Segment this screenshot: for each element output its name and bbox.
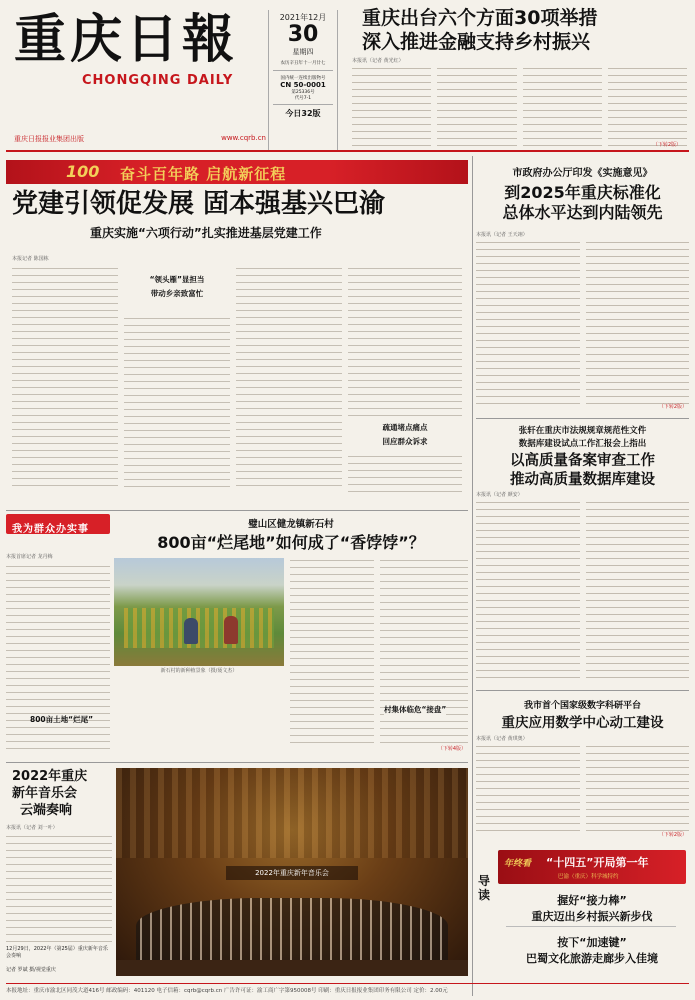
- party-box-2: [348, 418, 462, 452]
- bishan-photo-caption: 新石村的新种植景象（摄/聂文杰）: [160, 668, 238, 674]
- bishan-kicker: 璧山区健龙镇新石村: [248, 519, 334, 530]
- concert-caption: 12月29日，2022年（第25届）重庆新年音乐会奏响: [6, 946, 108, 959]
- lead-reporter: 本报讯（记者 黄光红）: [352, 58, 404, 64]
- footer: [6, 986, 689, 998]
- stage-banner: 2022年重庆新年音乐会: [226, 866, 358, 880]
- concert-story: [6, 768, 112, 976]
- promo-top: 年终看: [504, 859, 532, 869]
- promo-banner[interactable]: [498, 850, 686, 884]
- guide-section: [476, 846, 689, 978]
- lead-headline-2[interactable]: 深入推进金融支持乡村振兴: [362, 31, 591, 53]
- digital-continue[interactable]: （下转2版）: [658, 832, 687, 838]
- date-block: [268, 10, 338, 150]
- guide-item-1[interactable]: 握好“接力棒”: [557, 894, 627, 907]
- date-weekday: 星期四: [292, 48, 314, 56]
- guide-item-3[interactable]: 按下“加速键”: [557, 936, 627, 949]
- promo-title: “十四五”开局第一年: [546, 856, 649, 869]
- archive-headline-2[interactable]: 推动高质量数据库建设: [510, 472, 655, 488]
- concert-photo: [116, 768, 468, 976]
- party-box-title-1: “领头雁”显担当: [149, 275, 205, 284]
- party-headline[interactable]: 党建引领促发展 固本强基兴巴渝: [12, 189, 386, 219]
- standard-story: [476, 160, 689, 410]
- issue-code: 代号7-1: [294, 96, 312, 101]
- guide-item-2[interactable]: 重庆迈出乡村振兴新步伐: [531, 910, 653, 923]
- standard-continue[interactable]: （下转2版）: [658, 404, 687, 410]
- standard-headline-2[interactable]: 总体水平达到内陆领先: [502, 203, 663, 222]
- archive-story: [476, 424, 689, 684]
- masthead: [14, 10, 266, 140]
- party-box-title-3: 疏通堵点痛点: [382, 423, 428, 432]
- archive-kicker: 张轩在重庆市法规规章规范性文件: [518, 426, 647, 436]
- date-lunar: 农历辛丑年十一月廿七: [280, 61, 326, 66]
- concert-reporter: 本报讯（记者 刘一叶）: [6, 825, 58, 831]
- banner-slogan: 奋斗百年路 启航新征程: [120, 165, 287, 183]
- party-story: [6, 186, 468, 506]
- party-box-1: [124, 268, 230, 312]
- masthead-publisher-bar: [14, 134, 266, 144]
- party-reporter: 本报记者 陈国栋: [12, 256, 49, 262]
- lead-headline-1[interactable]: 重庆出台六个方面30项举措: [362, 7, 598, 29]
- page-count: 今日32版: [285, 109, 321, 118]
- issue-info: 国内统一连续出版物号: [280, 76, 326, 81]
- party-subhead[interactable]: 重庆实施“六项行动”扎实推进基层党建工作: [90, 226, 322, 240]
- website-link[interactable]: www.cqrb.cn: [221, 134, 266, 142]
- guide-item-4[interactable]: 巴蜀文化旅游走廊步入佳境: [526, 952, 658, 965]
- standard-headline-1[interactable]: 到2025年重庆标准化: [504, 183, 661, 202]
- lead-story: [342, 6, 687, 152]
- bishan-story: [114, 516, 468, 756]
- standard-reporter: 本报讯（记者 王天翊）: [476, 232, 528, 238]
- concert-credit: 记者 罗斌 摄/视觉重庆: [6, 967, 56, 973]
- masthead-subtitle: CHONGQING DAILY: [82, 73, 234, 88]
- date-year-month: 2021年12月: [279, 13, 327, 22]
- bishan-photo: [114, 558, 284, 666]
- column-reporter: 本报首席记者 龙丹梅: [6, 554, 53, 560]
- masthead-title: 重庆日報: [14, 9, 239, 70]
- concert-headline-3[interactable]: 云端奏响: [20, 803, 73, 818]
- standard-kicker: 市政府办公厅印发《实施意见》: [512, 168, 653, 179]
- digital-reporter: 本报讯（记者 黄琪奥）: [476, 736, 528, 742]
- concert-headline-1[interactable]: 2022年重庆: [12, 769, 88, 784]
- column-tag: [6, 514, 110, 534]
- digital-kicker: 我市首个国家级数字科研平台: [523, 701, 641, 711]
- concert-headline-2[interactable]: 新年音乐会: [12, 786, 78, 801]
- archive-kicker-2: 数据库建设试点工作汇报会上指出: [518, 439, 647, 449]
- bishan-headline[interactable]: 800亩“烂尾地”如何成了“香饽饽”？: [157, 533, 425, 552]
- footer-text: 本报地址：重庆市渝北区同茂大道416号 邮政编码：401120 电子信箱：cqrb@cqrb.cn 广告许可证：渝工商广字第950008号 印刷：重庆日报报业集团印务有限公司 定价：2.00元: [6, 988, 448, 994]
- bishan-continue[interactable]: （下转4版）: [437, 746, 466, 752]
- archive-headline-1[interactable]: 以高质量备案审查工作: [510, 453, 655, 469]
- digital-headline[interactable]: 重庆应用数学中心动工建设: [501, 715, 664, 731]
- banner: [6, 160, 468, 184]
- issue-cn: CN 50-0001: [280, 81, 326, 89]
- digital-story: [476, 694, 689, 844]
- bishan-subhead-2: 村集体临危“接盘”: [384, 702, 446, 717]
- badge-100: 100: [66, 162, 100, 181]
- party-box-title-2: 带动乡亲致富忙: [150, 289, 204, 298]
- lead-continue[interactable]: （下转2版）: [652, 142, 681, 148]
- column-tag-text: 我为群众办实事: [12, 524, 89, 535]
- date-day: 30: [287, 22, 319, 47]
- promo-sub: 巴渝（重庆）科学城特约: [558, 874, 619, 880]
- issue-number: 第25336号: [291, 90, 315, 95]
- party-box-title-4: 回应群众诉求: [382, 437, 428, 446]
- guide-label: 导读: [478, 874, 491, 902]
- publisher-text: 重庆日报报业集团出版: [14, 135, 84, 143]
- archive-reporter: 本报讯（记者 颜安）: [476, 492, 523, 498]
- bishan-subhead-1: 800亩土地“烂尾”: [30, 715, 94, 724]
